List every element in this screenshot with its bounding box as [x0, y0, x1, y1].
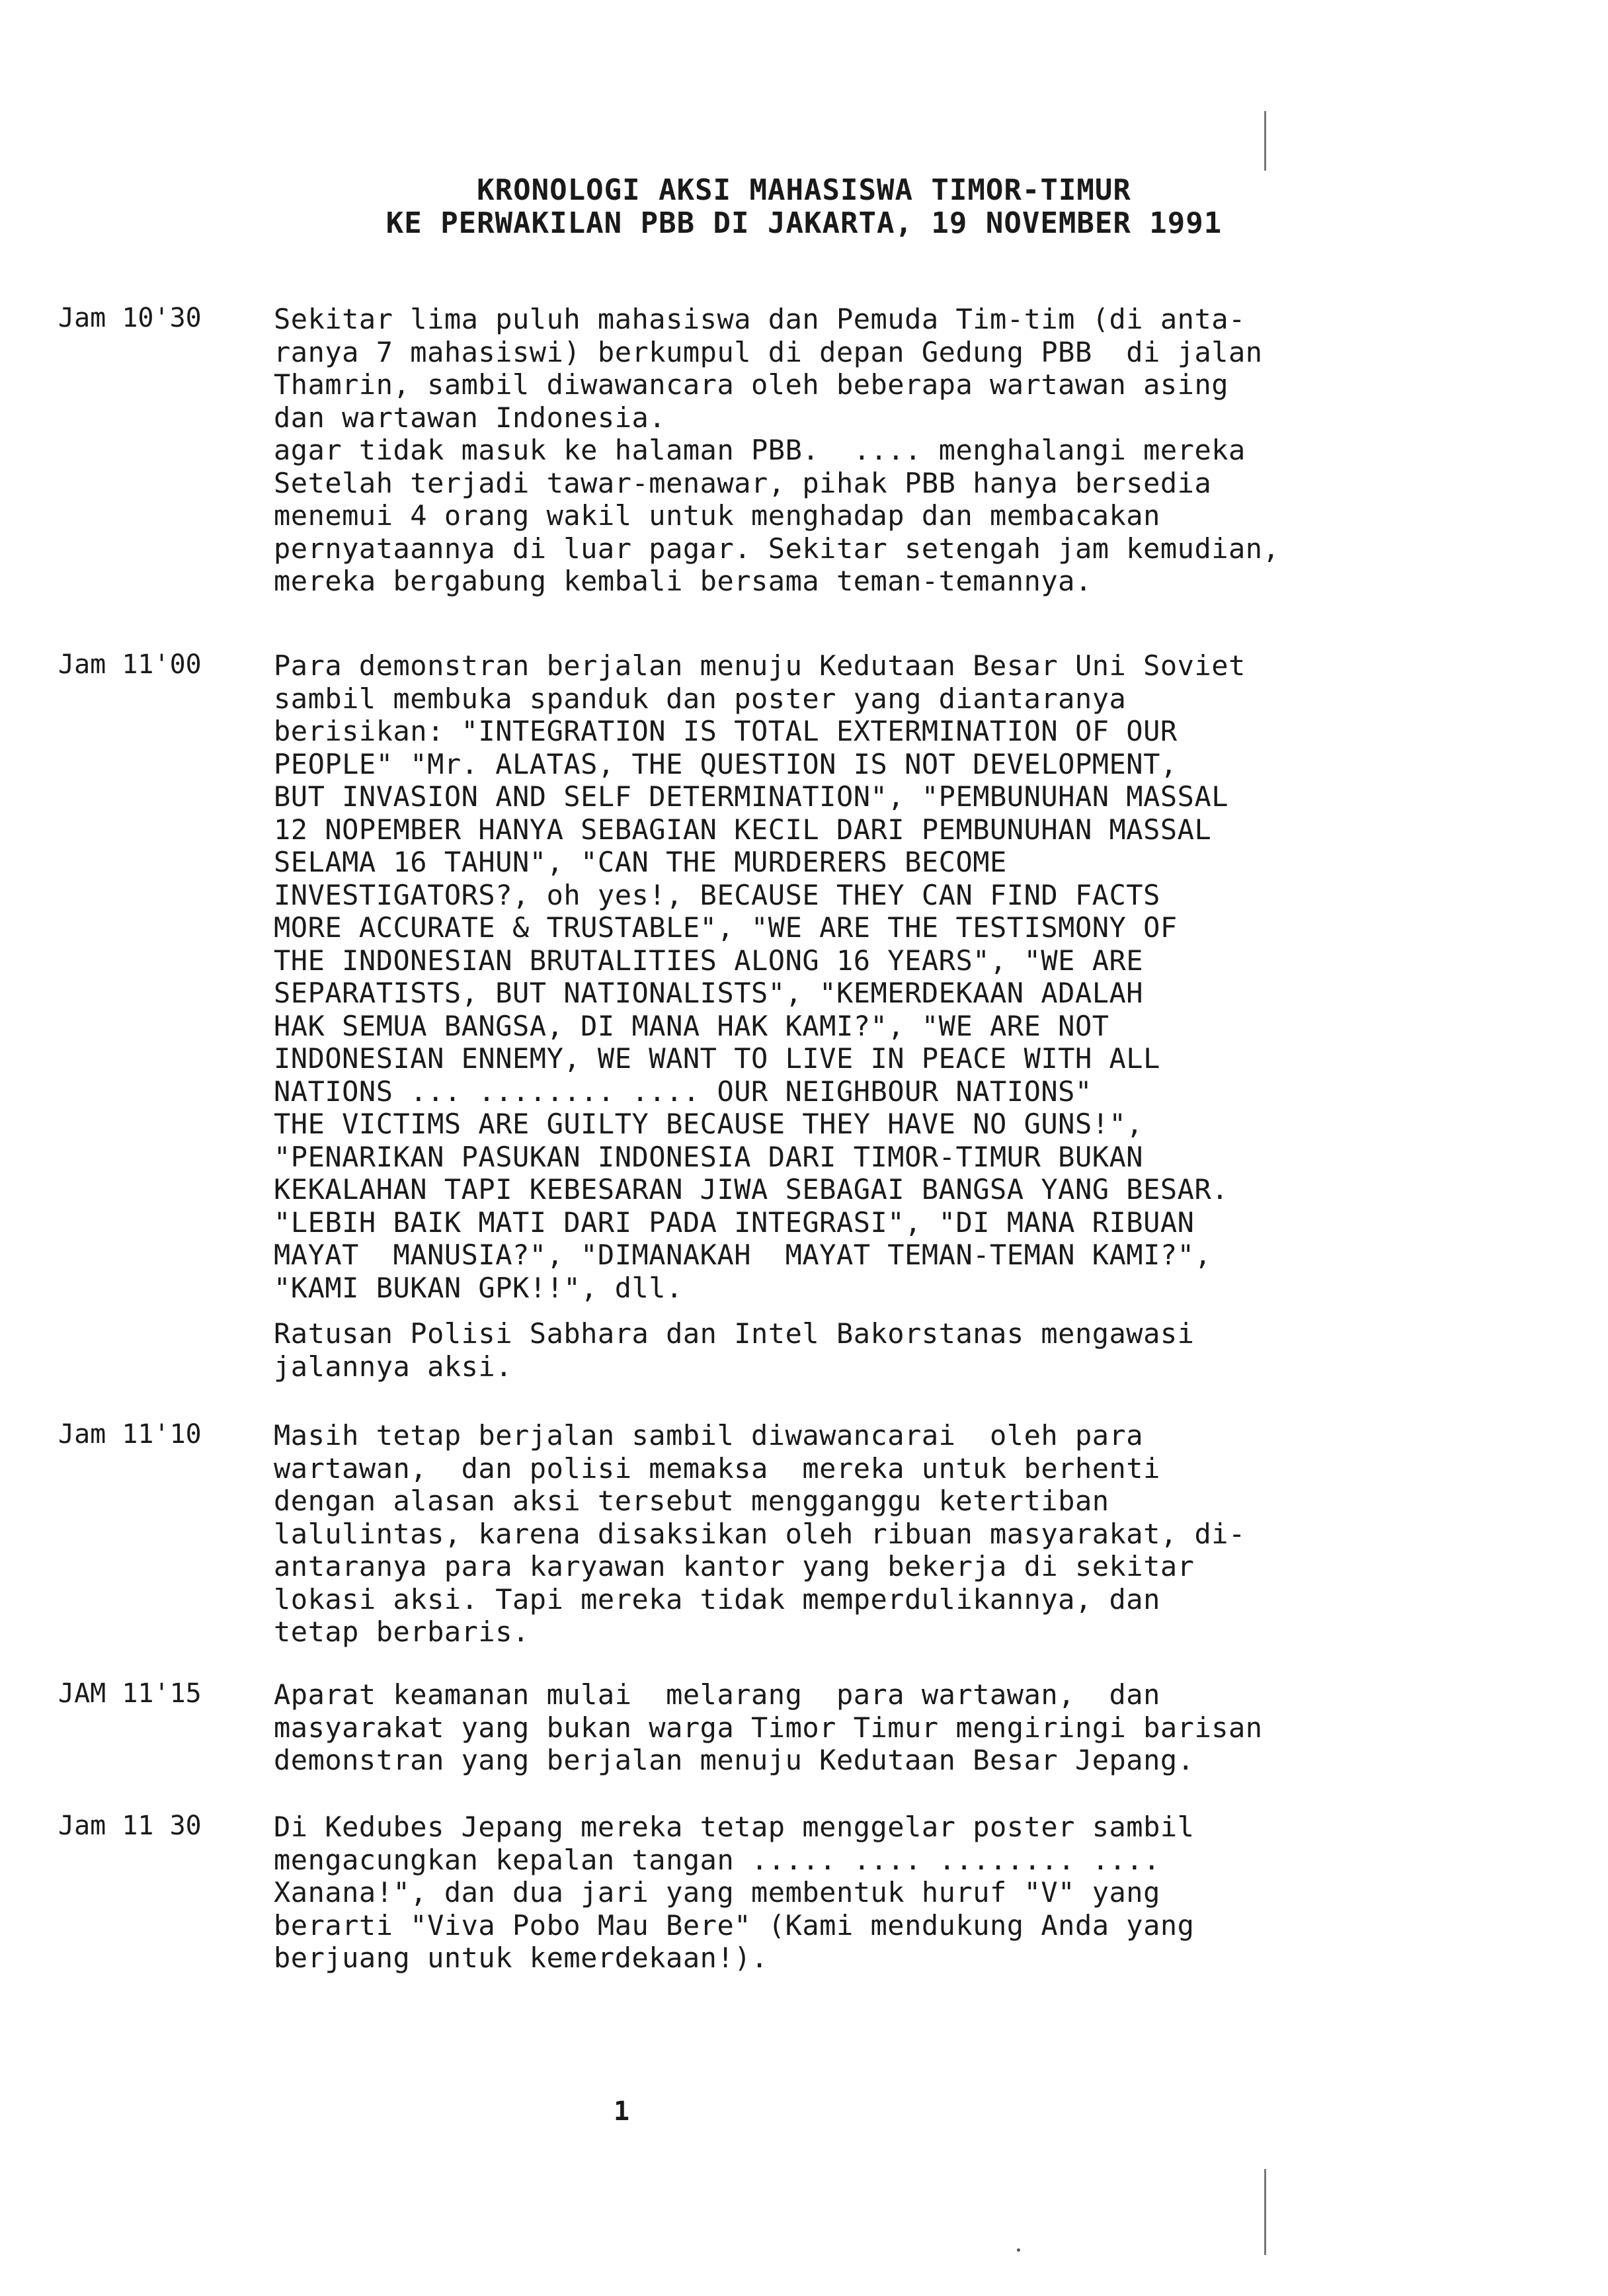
entry-text-line: THE INDONESIAN BRUTALITIES ALONG 16 YEARS", "WE ARE	[274, 944, 1144, 977]
entry-text	[274, 1811, 1589, 1975]
entry-text-line: berarti "Viva Pobo Mau Bere" (Kami mendukung Anda yang	[274, 1908, 1195, 1942]
entry-text-line: Sekitar lima puluh mahasiswa dan Pemuda Tim-tim (di anta-	[274, 303, 1246, 335]
entry-text-line: jalannya aksi.	[274, 1350, 513, 1383]
entry-text-line: PEOPLE" "Mr. ALATAS, THE QUESTION IS NOT DEVELOPMENT,	[274, 747, 1178, 780]
entry-text-line: SEPARATISTS, BUT NATIONALISTS", "KEMERDEKAAN ADALAH	[274, 977, 1144, 1009]
entry-text-line: ranya 7 mahasiswi) berkumpul di depan Gedung PBB di jalan	[274, 335, 1263, 368]
entry-text-line: berisikan: "INTEGRATION IS TOTAL EXTERMINATION OF OUR	[274, 715, 1178, 747]
entry-text	[274, 303, 1589, 598]
entry-text-line: berjuang untuk kemerdekaan!).	[274, 1942, 768, 1974]
entry-text-line: mengacungkan kepalan tangan ..... .... ........ ....	[274, 1843, 1160, 1876]
entry-text-line: THE VICTIMS ARE GUILTY BECAUSE THEY HAVE NO GUNS!",	[274, 1108, 1144, 1140]
entry-text-line: mereka bergabung kembali bersama teman-temannya.	[274, 565, 1092, 597]
document-title-line-2: KE PERWAKILAN PBB DI JAKARTA, 19 NOVEMBER 1991	[385, 206, 1223, 240]
entry-text-line: Masih tetap berjalan sambil diwawancarai oleh para	[274, 1419, 1144, 1452]
entry-time: Jam 11'10	[58, 1419, 202, 1450]
entry-text	[274, 1317, 1589, 1383]
document-title-line-1: KRONOLOGI AKSI MAHASISWA TIMOR-TIMUR	[477, 173, 1131, 207]
scan-artifact-dot	[1017, 2248, 1020, 2252]
entry-text-line: lalulintas, karena disaksikan oleh ribuan masyarakat, di-	[274, 1517, 1246, 1550]
entry-text-line: masyarakat yang bukan warga Timor Timur mengiringi barisan	[274, 1711, 1263, 1744]
entry-text	[274, 1419, 1589, 1649]
entry-text-line: pernyataannya di luar pagar. Sekitar setengah jam kemudian,	[274, 532, 1280, 565]
entry-text-line: BUT INVASION AND SELF DETERMINATION", "PEMBUNUHAN MASSAL	[274, 780, 1229, 813]
entry-text-line: SELAMA 16 TAHUN", "CAN THE MURDERERS BECOME	[274, 846, 1007, 878]
entry-time: Jam 11 30	[58, 1811, 202, 1841]
entry-text-line: INVESTIGATORS?, oh yes!, BECAUSE THEY CAN FIND FACTS	[274, 878, 1160, 911]
entry-text-line: "LEBIH BAIK MATI DARI PADA INTEGRASI", "DI MANA RIBUAN	[274, 1206, 1195, 1239]
entry-text-line: HAK SEMUA BANGSA, DI MANA HAK KAMI?", "WE ARE NOT	[274, 1009, 1109, 1042]
entry-text-line: MORE ACCURATE & TRUSTABLE", "WE ARE THE TESTISMONY OF	[274, 911, 1178, 944]
entry-text-line: wartawan, dan polisi memaksa mereka untuk berhenti	[274, 1452, 1160, 1485]
entry-text-line: Aparat keamanan mulai melarang para wartawan, dan	[274, 1678, 1160, 1711]
entry-text-line: Setelah terjadi tawar-menawar, pihak PBB hanya bersedia	[274, 466, 1212, 499]
scan-artifact-line	[1264, 2169, 1266, 2255]
entry-time: Jam 10'30	[58, 303, 202, 333]
entry-text-line: dengan alasan aksi tersebut mengganggu ketertiban	[274, 1485, 1109, 1517]
entry-text-line: agar tidak masuk ke halaman PBB. .... menghalangi mereka	[274, 434, 1246, 466]
entry-text-line: Para demonstran berjalan menuju Kedutaan Besar Uni Soviet	[274, 649, 1246, 682]
entry-text-line: KEKALAHAN TAPI KEBESARAN JIWA SEBAGAI BANGSA YANG BESAR.	[274, 1173, 1229, 1206]
entry-text-line: MAYAT MANUSIA?", "DIMANAKAH MAYAT TEMAN-TEMAN KAMI?",	[274, 1239, 1212, 1271]
entry-text-line: "PENARIKAN PASUKAN INDONESIA DARI TIMOR-TIMUR BUKAN	[274, 1140, 1144, 1173]
entry-text-line: INDONESIAN ENNEMY, WE WANT TO LIVE IN PEACE WITH ALL	[274, 1042, 1160, 1075]
entry-text-line: Ratusan Polisi Sabhara dan Intel Bakorstanas mengawasi	[274, 1317, 1195, 1350]
entry-text-line: antaranya para karyawan kantor yang bekerja di sekitar	[274, 1550, 1195, 1582]
entry-text-line: NATIONS ... ........ .... OUR NEIGHBOUR NATIONS"	[274, 1075, 1092, 1108]
entry-text-line: "KAMI BUKAN GPK!!", dll.	[274, 1271, 683, 1304]
entry-text-line: dan wartawan Indonesia.	[274, 401, 666, 434]
entry-text-line: Thamrin, sambil diwawancara oleh beberapa wartawan asing	[274, 368, 1229, 401]
entry-text-line: tetap berbaris.	[274, 1616, 530, 1648]
entry-text-line: Di Kedubes Jepang mereka tetap menggelar poster sambil	[274, 1811, 1195, 1843]
entry-text-line: sambil membuka spanduk dan poster yang diantaranya	[274, 682, 1127, 715]
scan-artifact-line	[1264, 111, 1266, 171]
entry-text	[274, 1678, 1589, 1777]
page-number: 1	[614, 2096, 630, 2127]
entry-text-line: menemui 4 orang wakil untuk menghadap dan membacakan	[274, 499, 1160, 532]
entry-text	[274, 649, 1589, 1304]
entry-text-line: lokasi aksi. Tapi mereka tidak memperdulikannya, dan	[274, 1582, 1160, 1616]
entry-text-line: Xanana!", dan dua jari yang membentuk huruf "V" yang	[274, 1876, 1160, 1908]
entry-time: Jam 11'00	[58, 649, 202, 680]
entry-time: JAM 11'15	[58, 1678, 202, 1709]
entry-text-line: demonstran yang berjalan menuju Kedutaan Besar Jepang.	[274, 1744, 1195, 1776]
entry-text-line: 12 NOPEMBER HANYA SEBAGIAN KECIL DARI PEMBUNUHAN MASSAL	[274, 813, 1212, 846]
